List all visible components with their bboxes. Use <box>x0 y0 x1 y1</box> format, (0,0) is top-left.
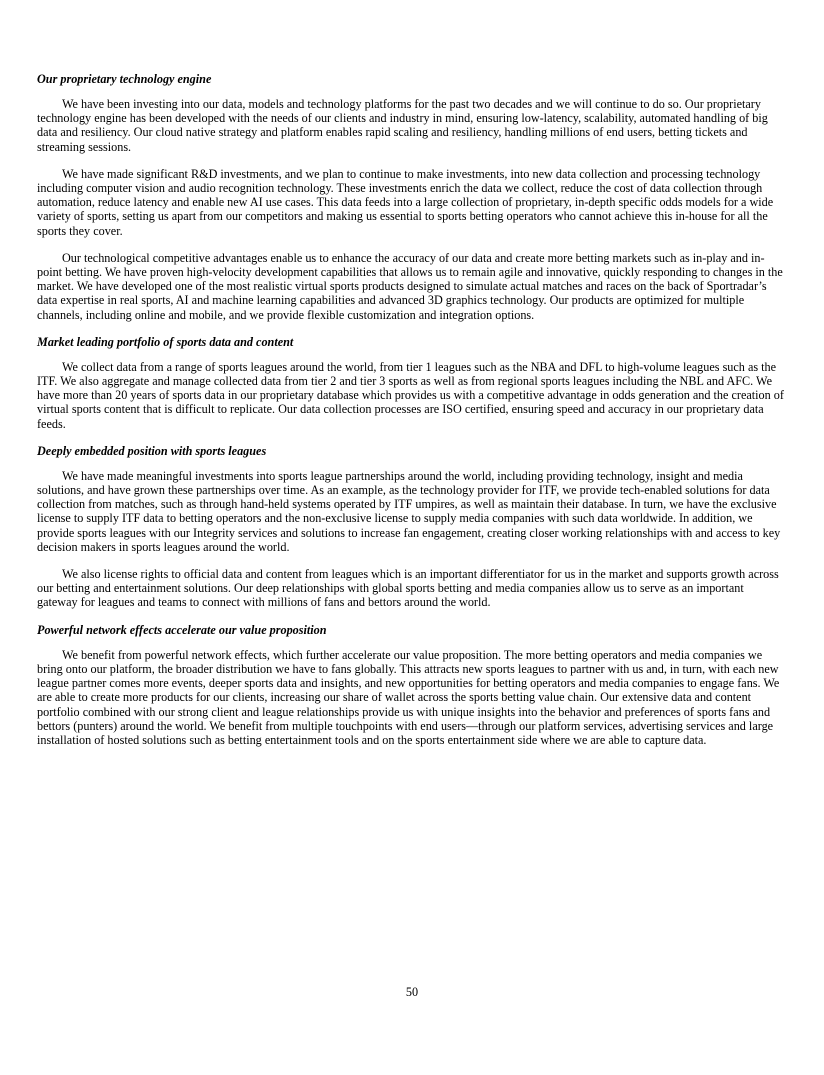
section-heading-sports-leagues: Deeply embedded position with sports leagues <box>37 443 267 458</box>
paragraph: We have made meaningful investments into sports league partnerships around the world, including providing technology, insight and media solutions, and have grown these partnerships over time. As an example, as the technology provider for ITF, we provide tech-enabled solutions for data collection from matches, such as through hand-held systems operated by ITF umpires, as well as maintain their database. In turn, we have the exclusive license to supply ITF data to betting operators and the non-exclusive license to supply media companies with such data worldwide. In addition, we provide sports leagues with our Integrity services and solutions to increase fan engagement, creating closer working relationships with and access to key decision makers in sports leagues around the world. <box>37 468 781 554</box>
section-heading-technology-engine: Our proprietary technology engine <box>37 72 212 86</box>
paragraph: We also license rights to official data and content from leagues which is an important differentiator for us in the market and supports growth across our betting and entertainment solutions. Our deep relationships with global sports betting and media companies allow us to serve as an important gateway for leagues and teams to connect with millions of fans and bettors around the world. <box>37 567 779 610</box>
page-number: 50 <box>405 985 419 999</box>
paragraph: We benefit from powerful network effects, which further accelerate our value proposition. The more betting operators and media companies we bring onto our platform, the broader distribution we have to fans globally. This attracts new sports leagues to partner with us and, in turn, with each new league partner comes more events, deeper sports data and insights, and new opportunities for betting operators and media companies to engage fans. We are able to create more products for our clients, increasing our share of wallet across the sports betting value chain. Our extensive data and content portfolio combined with our strong client and league relationships provide us with unique insights into the behavior and preferences of sports fans and bettors (punters) around the world. We benefit from multiple touchpoints with end users—through our platform services, advertising services and large installation of hosted solutions such as betting entertainment tools and on the sports entertainment side where we are able to capture data. <box>37 647 780 747</box>
paragraph: We have been investing into our data, models and technology platforms for the past two decades and we will continue to do so. Our proprietary technology engine has been developed with the needs of our clients and industry in mind, ensuring low-latency, scalability, automated handling of big data and resiliency. Our cloud native strategy and platform enables rapid scaling and resiliency, handling millions of end users, betting tickets and streaming sessions. <box>37 97 768 154</box>
paragraph: We have made significant R&D investments, and we plan to continue to make investments, into new data collection and processing technology including computer vision and audio recognition technology. These investments enrich the data we collect, reduce the cost of data collection through automation, reduce latency and enable new AI use cases. This data feeds into a large collection of proprietary, in-depth specific odds models for a wide variety of sports, setting us apart from our competitors and making us essential to sports betting operators who cannot achieve this in-house for all the sports they cover. <box>37 166 774 238</box>
paragraph: Our technological competitive advantages enable us to enhance the accuracy of our data and create more betting markets such as in-play and in-point betting. We have proven high-velocity development capabilities that allows us to remain agile and innovative, quickly responding to changes in the market. We have developed one of the most realistic virtual sports products designed to simulate actual matches and races on the back of Sportradar’s data expertise in real sports, AI and machine learning capabilities and advanced 3D graphics technology. Our products are optimized for multiple channels, including online and mobile, and we provide flexible customization and integration options. <box>37 250 783 322</box>
paragraph: We collect data from a range of sports leagues around the world, from tier 1 leagues such as the NBA and DFL to high-volume leagues such as the ITF. We also aggregate and manage collected data from tier 2 and tier 3 sports as well as from regional sports leagues including the NBL and AFC. We have more than 20 years of sports data in our proprietary database which provides us with a competitive advantage in odds generation and the creation of virtual sports content that is difficult to replicate. Our data collection processes are ISO certified, ensuring speed and accuracy in our proprietary data feeds. <box>37 359 784 431</box>
document-page <box>37 72 785 760</box>
section-heading-sports-data-portfolio: Market leading portfolio of sports data and content <box>37 334 294 349</box>
section-heading-network-effects: Powerful network effects accelerate our value proposition <box>37 622 327 637</box>
